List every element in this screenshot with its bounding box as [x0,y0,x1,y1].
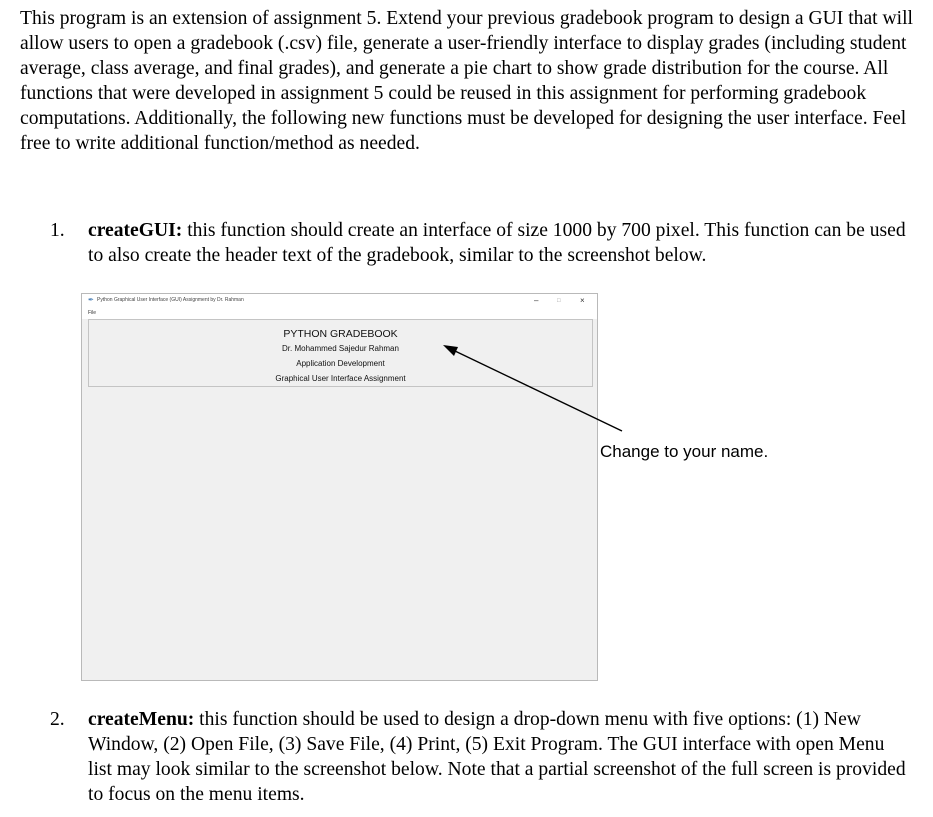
minimize-button[interactable]: – [534,296,539,305]
intro-paragraph: This program is an extension of assignment 5. Extend your previous gradebook program to design a GUI that will allow users to open a gradebook (.csv) file, generate a user-friendly interface to display grades (including student average, class average, and final grades), and generate a pie chart to show grade distribution for the course. All functions that were developed in assignment 5 could be reused in this assignment for performing gradebook computations. Additionally, the following new functions must be developed for designing the user interface. Feel free to write additional function/method as needed. [20,8,913,154]
gui-screenshot [81,293,598,681]
function-name: createMenu: [88,709,195,730]
function-description: this function should be used to design a drop-down menu with five options: (1) New Window, (2) Open File, (3) Save File, (4) Print, (5) Exit Program. The GUI interface with open Menu list may look similar to the screenshot below. Note that a partial screenshot of the full screen is provided to focus on the menu items. [88,709,906,805]
close-button[interactable]: × [580,296,585,305]
header-author: Dr. Mohammed Sajedur Rahman [282,344,399,353]
header-title: PYTHON GRADEBOOK [283,328,398,340]
list-number: 1. [50,220,65,241]
header-course: Application Development [296,359,385,368]
list-item-create-gui [50,218,910,268]
list-item-create-menu [50,707,910,807]
header-assignment: Graphical User Interface Assignment [275,374,406,383]
menu-bar [82,308,597,319]
feather-icon: ✒ [88,297,94,304]
gradebook-header [88,319,593,387]
menu-file[interactable]: File [88,310,97,316]
window-title: Python Graphical User Interface (GUI) Assignment by Dr. Rahman [97,297,244,303]
function-name: createGUI: [88,220,183,241]
list-number: 2. [50,709,65,730]
window-titlebar [82,294,597,308]
callout-note: Change to your name. [600,442,769,461]
maximize-button[interactable]: □ [557,298,561,304]
function-description: this function should create an interface of size 1000 by 700 pixel. This function can be used to also create the header text of the gradebook, similar to the screenshot below. [88,220,906,266]
